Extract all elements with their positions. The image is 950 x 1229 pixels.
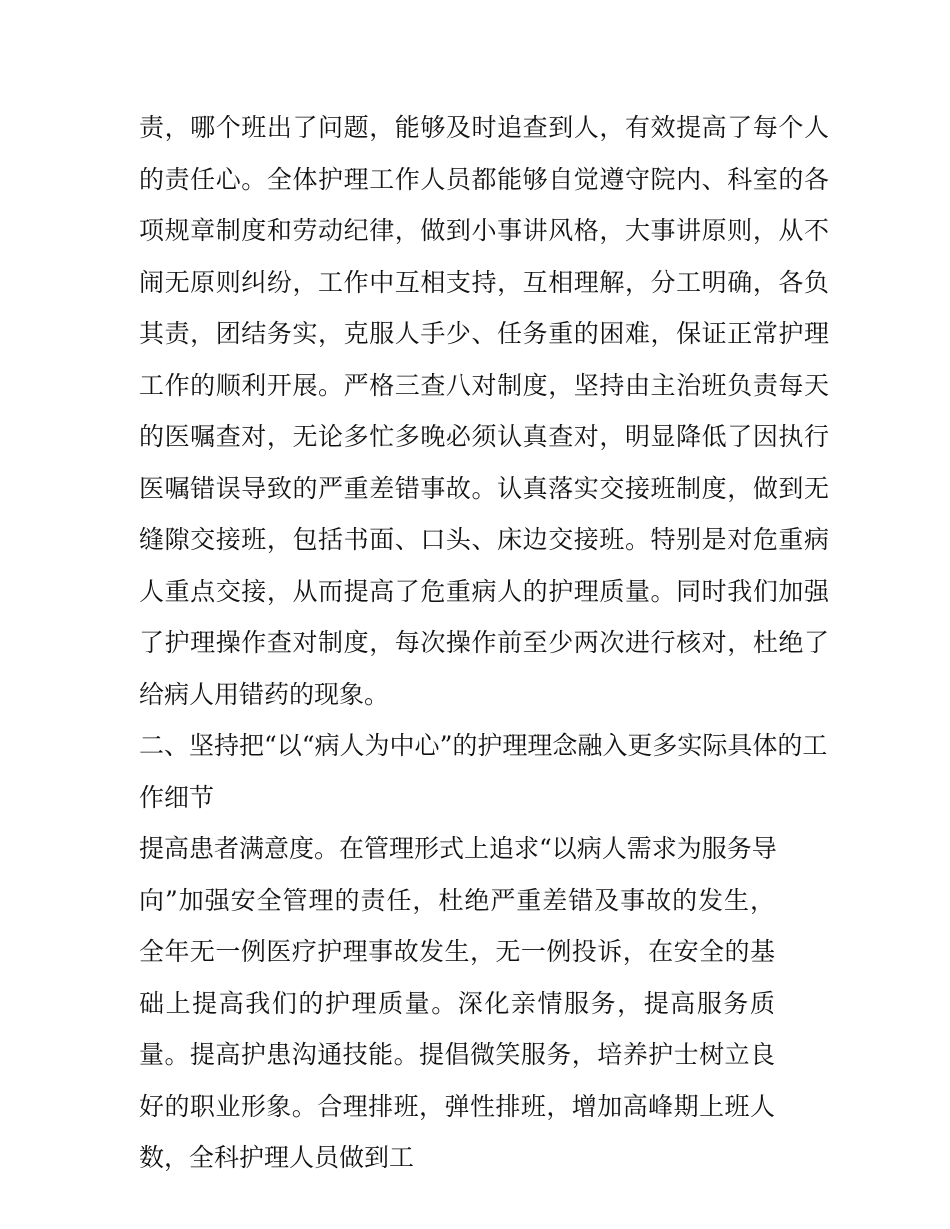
paragraph-responsibility: 责，哪个班出了问题，能够及时追查到人，有效提高了每个人的责任心。全体护理工作人员都能够自觉遵守院内、科室的各项规章制度和劳动纪律，做到小事讲风格，大事讲原则，从不闹无原则纠纷，工作中互相支持，互相理解，分工明确，各负其责，团结务实，克服人手少、任务重的困难，保证正常护理工作的顺利开展。严格三查八对制度，坚持由主治班负责每天的医嘱查对，无论多忙多晚必须认真查对，明显降低了因执行医嘱错误导致的严重差错事故。认真落实交接班制度，做到无缝隙交接班，包括书面、口头、床边交接班。特别是对危重病人重点交接，从而提高了危重病人的护理质量。同时我们加强了护理操作查对制度，每次操作前至少两次进行核对，杜绝了给病人用错药的现象。	[139, 113, 829, 709]
paragraph-satisfaction-continued: 向”加强安全管理的责任，杜绝严重差错及事故的发生，全年无一例医疗护理事故发生，无一例投诉，在安全的基础上提高我们的护理质量。深化亲情服务，提高服务质量。提高护患沟通技能。提倡微笑服务，培养护士树立良好的职业形象。合理排班，弹性排班，增加高峰期上班人数，全科护理人员做到工	[139, 885, 775, 1172]
paragraph-satisfaction-start: 提高患者满意度。在管理形式上追求“以病人需求为服务导	[139, 834, 777, 863]
document-body	[139, 102, 829, 1184]
section-heading: 二、坚持把“以“病人为中心”的护理理念融入更多实际具体的工作细节	[139, 731, 828, 812]
